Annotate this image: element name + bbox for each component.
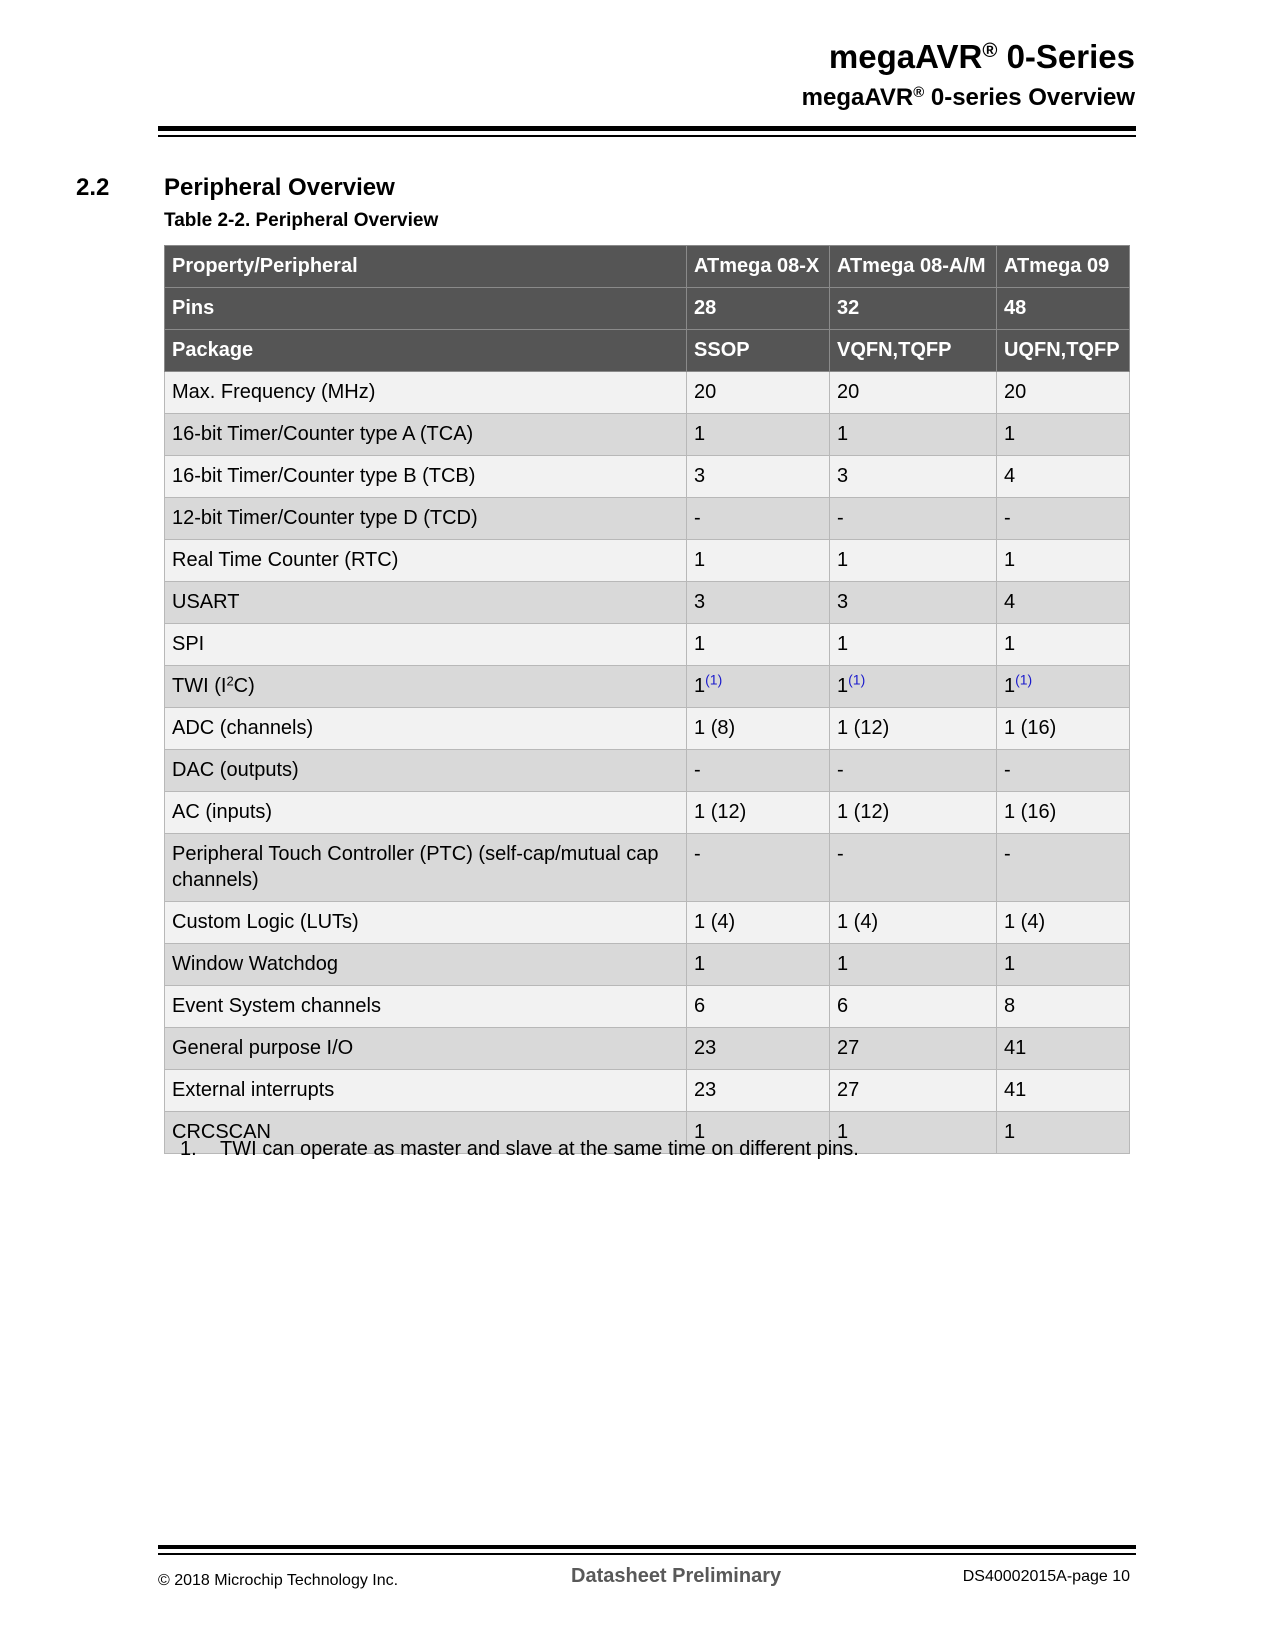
table-row <box>165 792 1130 834</box>
header-subtitle: megaAVR® 0-series Overview <box>801 84 1135 111</box>
footnote-ref-link[interactable]: (1) <box>848 671 866 688</box>
table-header-row <box>165 246 1130 288</box>
value-cell: 1 (8) <box>687 708 830 750</box>
header-label-cell: Property/Peripheral <box>165 246 687 288</box>
value-cell: 1 (4) <box>687 902 830 944</box>
value-cell: 4 <box>996 456 1129 498</box>
header-label-cell: Package <box>165 330 687 372</box>
header-rule-thick <box>158 126 1136 131</box>
table-row <box>165 624 1130 666</box>
section-title: Peripheral Overview <box>164 174 395 201</box>
property-cell: USART <box>165 582 687 624</box>
value-cell: 1 (16) <box>996 708 1129 750</box>
property-cell: 16-bit Timer/Counter type B (TCB) <box>165 456 687 498</box>
header-value-cell: 28 <box>687 288 830 330</box>
table-row <box>165 708 1130 750</box>
value-cell: - <box>996 498 1129 540</box>
property-cell: DAC (outputs) <box>165 750 687 792</box>
value-cell: 1 (4) <box>996 902 1129 944</box>
property-cell: Event System channels <box>165 986 687 1028</box>
value-cell: 3 <box>687 456 830 498</box>
property-cell: Real Time Counter (RTC) <box>165 540 687 582</box>
value-cell: 23 <box>687 1028 830 1070</box>
footer-copyright: © 2018 Microchip Technology Inc. <box>158 1572 399 1589</box>
value-cell: 1 <box>687 414 830 456</box>
property-cell: CRCSCAN <box>165 1112 687 1154</box>
table-row <box>165 372 1130 414</box>
value-cell: 1 <box>687 624 830 666</box>
header-label-cell: Pins <box>165 288 687 330</box>
footer-rule-thin <box>158 1553 1136 1555</box>
table-header-row <box>165 288 1130 330</box>
value-cell: 8 <box>996 986 1129 1028</box>
peripheral-table <box>164 245 1130 1154</box>
footer-page-number: DS40002015A-page 10 <box>962 1568 1130 1585</box>
value-cell: 6 <box>687 986 830 1028</box>
header-value-cell: ATmega 08-X <box>687 246 830 288</box>
property-cell: Peripheral Touch Controller (PTC) (self-cap/mutual cap channels) <box>165 834 687 902</box>
value-cell: 20 <box>830 372 997 414</box>
property-cell: ADC (channels) <box>165 708 687 750</box>
value-cell: - <box>687 498 830 540</box>
table-row <box>165 834 1130 902</box>
table-header-row <box>165 330 1130 372</box>
value-cell: - <box>687 750 830 792</box>
table-row <box>165 1028 1130 1070</box>
value-cell: 6 <box>830 986 997 1028</box>
table-row <box>165 540 1130 582</box>
value-cell: 1 <box>996 414 1129 456</box>
value-cell: 41 <box>996 1028 1129 1070</box>
property-cell: External interrupts <box>165 1070 687 1112</box>
value-cell: 3 <box>830 456 997 498</box>
value-cell: 1 <box>830 540 997 582</box>
header-value-cell: UQFN,TQFP <box>996 330 1129 372</box>
header-rule-thin <box>158 135 1136 137</box>
value-cell: 1 (12) <box>687 792 830 834</box>
property-cell: General purpose I/O <box>165 1028 687 1070</box>
table-caption: Table 2-2. Peripheral Overview <box>164 210 439 231</box>
section-number: 2.2 <box>76 174 110 201</box>
property-cell: Window Watchdog <box>165 944 687 986</box>
property-cell: 16-bit Timer/Counter type A (TCA) <box>165 414 687 456</box>
footer-rule-thick <box>158 1545 1136 1549</box>
table-row <box>165 986 1130 1028</box>
value-cell: 41 <box>996 1070 1129 1112</box>
value-cell: 1 (16) <box>996 792 1129 834</box>
value-cell: 1 <box>687 540 830 582</box>
value-cell: - <box>996 834 1129 902</box>
value-cell: 1 <box>830 1112 997 1154</box>
value-cell: 1$^{(1)}$ <box>687 666 830 708</box>
value-cell: 1 <box>830 624 997 666</box>
table-row <box>165 666 1130 708</box>
table-row <box>165 498 1130 540</box>
value-cell: 1 <box>687 1112 830 1154</box>
footnote-text: TWI can operate as master and slave at the same time on different pins. <box>220 1138 859 1160</box>
value-cell: 20 <box>996 372 1129 414</box>
property-cell: Max. Frequency (MHz) <box>165 372 687 414</box>
property-cell: SPI <box>165 624 687 666</box>
header-value-cell: SSOP <box>687 330 830 372</box>
header-value-cell: 32 <box>830 288 997 330</box>
value-cell: 23 <box>687 1070 830 1112</box>
value-cell: 1 <box>830 944 997 986</box>
value-cell: - <box>687 834 830 902</box>
footnote-ref-link[interactable]: (1) <box>1015 671 1033 688</box>
value-cell: 1 <box>996 1112 1129 1154</box>
value-cell: 27 <box>830 1028 997 1070</box>
table-row <box>165 750 1130 792</box>
header-value-cell: ATmega 08-A/M <box>830 246 997 288</box>
footnote-number: 1. <box>180 1138 197 1160</box>
value-cell: 20 <box>687 372 830 414</box>
value-cell: 1$^{(1)}$ <box>996 666 1129 708</box>
table-row <box>165 456 1130 498</box>
value-cell: 4 <box>996 582 1129 624</box>
value-cell: 3 <box>687 582 830 624</box>
table-row <box>165 582 1130 624</box>
value-cell: 1 <box>830 414 997 456</box>
value-cell: 1$^{(1)}$ <box>830 666 997 708</box>
footnote <box>180 1138 859 1161</box>
header-value-cell: ATmega 09 <box>996 246 1129 288</box>
value-cell: - <box>996 750 1129 792</box>
footer-status: Datasheet Preliminary <box>571 1565 782 1587</box>
value-cell: - <box>830 834 997 902</box>
value-cell: 1 <box>996 624 1129 666</box>
value-cell: - <box>830 498 997 540</box>
property-cell: Custom Logic (LUTs) <box>165 902 687 944</box>
property-cell: AC (inputs) <box>165 792 687 834</box>
value-cell: - <box>830 750 997 792</box>
value-cell: 1 <box>687 944 830 986</box>
table-row <box>165 902 1130 944</box>
value-cell: 27 <box>830 1070 997 1112</box>
value-cell: 1 <box>996 944 1129 986</box>
property-cell: TWI $(I^2C)$ <box>165 666 687 708</box>
table-row <box>165 1070 1130 1112</box>
value-cell: 3 <box>830 582 997 624</box>
value-cell: 1 (4) <box>830 902 997 944</box>
header-title: megaAVR® 0-Series <box>828 38 1135 75</box>
header-value-cell: VQFN,TQFP <box>830 330 997 372</box>
property-cell: 12-bit Timer/Counter type D (TCD) <box>165 498 687 540</box>
table-row <box>165 944 1130 986</box>
value-cell: 1 (12) <box>830 792 997 834</box>
value-cell: 1 <box>996 540 1129 582</box>
value-cell: 1 (12) <box>830 708 997 750</box>
footnote-ref-link[interactable]: (1) <box>705 671 723 688</box>
header-value-cell: 48 <box>996 288 1129 330</box>
table-row <box>165 414 1130 456</box>
